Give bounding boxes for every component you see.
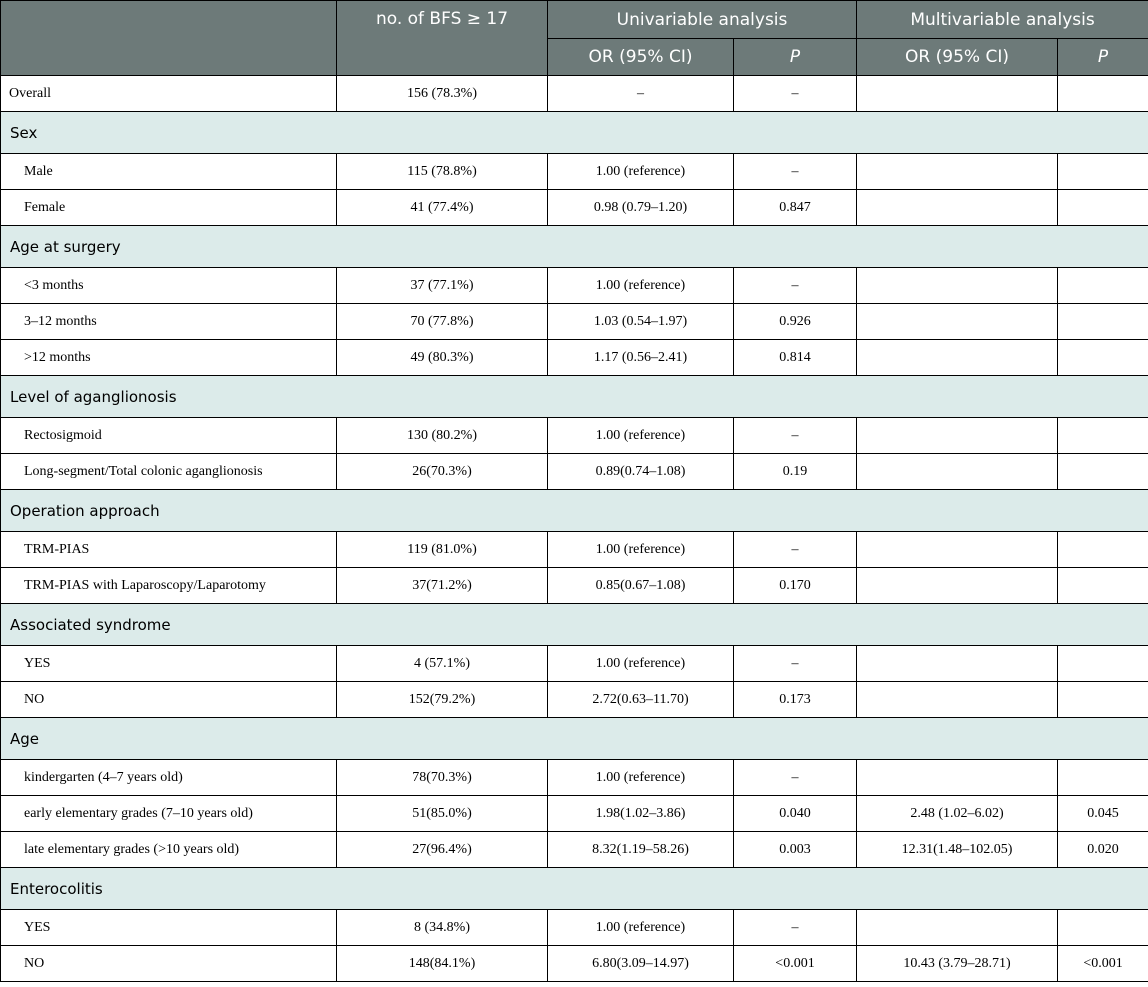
- multi-or-cell: [857, 418, 1058, 454]
- row-label: late elementary grades (>10 years old): [1, 832, 337, 868]
- bfs-count-cell: 49 (80.3%): [337, 340, 548, 376]
- multi-or-cell: [857, 154, 1058, 190]
- multi-p-cell: <0.001: [1058, 946, 1148, 982]
- uni-or-cell: 1.00 (reference): [548, 268, 734, 304]
- row-label: <3 months: [1, 268, 337, 304]
- section-title: Enterocolitis: [1, 868, 1148, 910]
- bfs-count-cell: 115 (78.8%): [337, 154, 548, 190]
- table-row: [1, 268, 1148, 304]
- table-row: [1, 946, 1148, 982]
- multi-p-cell: [1058, 568, 1148, 604]
- uni-or-cell: 1.00 (reference): [548, 646, 734, 682]
- table-row: [1, 532, 1148, 568]
- bfs-count-cell: 152(79.2%): [337, 682, 548, 718]
- table-row: [1, 340, 1148, 376]
- header-multivariable-analysis: Multivariable analysis: [857, 1, 1148, 39]
- section-title: Sex: [1, 112, 1148, 154]
- header-multi-or: OR (95% CI): [857, 39, 1058, 76]
- uni-or-cell: 1.00 (reference): [548, 154, 734, 190]
- row-label: early elementary grades (7–10 years old): [1, 796, 337, 832]
- uni-p-cell: 0.040: [734, 796, 857, 832]
- uni-or-cell: 2.72(0.63–11.70): [548, 682, 734, 718]
- multi-p-cell: [1058, 646, 1148, 682]
- uni-p-cell: 0.173: [734, 682, 857, 718]
- bfs-count-cell: 37(71.2%): [337, 568, 548, 604]
- multi-or-cell: [857, 760, 1058, 796]
- multi-or-cell: [857, 304, 1058, 340]
- header-variable-cell: [1, 1, 337, 76]
- row-label: Long-segment/Total colonic aganglionosis: [1, 454, 337, 490]
- uni-or-cell: 0.89(0.74–1.08): [548, 454, 734, 490]
- uni-p-cell: –: [734, 76, 857, 112]
- uni-or-cell: 1.00 (reference): [548, 760, 734, 796]
- multi-p-cell: 0.045: [1058, 796, 1148, 832]
- multi-or-cell: [857, 268, 1058, 304]
- uni-or-cell: –: [548, 76, 734, 112]
- multi-or-cell: [857, 910, 1058, 946]
- uni-p-cell: 0.19: [734, 454, 857, 490]
- row-label: YES: [1, 646, 337, 682]
- section-title: Age at surgery: [1, 226, 1148, 268]
- multi-or-cell: [857, 532, 1058, 568]
- bfs-count-cell: 27(96.4%): [337, 832, 548, 868]
- uni-p-cell: –: [734, 760, 857, 796]
- table-row: [1, 568, 1148, 604]
- multi-or-cell: [857, 340, 1058, 376]
- table-row: [1, 760, 1148, 796]
- header-univariable-analysis: Univariable analysis: [548, 1, 857, 39]
- table-body: [1, 76, 1148, 982]
- section-row: [1, 376, 1148, 418]
- section-row: [1, 718, 1148, 760]
- uni-p-cell: –: [734, 154, 857, 190]
- multi-or-cell: [857, 568, 1058, 604]
- uni-or-cell: 6.80(3.09–14.97): [548, 946, 734, 982]
- uni-p-cell: –: [734, 910, 857, 946]
- row-label: Overall: [1, 76, 337, 112]
- row-label: NO: [1, 682, 337, 718]
- multi-or-cell: [857, 454, 1058, 490]
- multi-p-cell: [1058, 418, 1148, 454]
- uni-p-cell: 0.003: [734, 832, 857, 868]
- row-label: Rectosigmoid: [1, 418, 337, 454]
- table-row: [1, 418, 1148, 454]
- row-label: >12 months: [1, 340, 337, 376]
- multi-or-cell: 10.43 (3.79–28.71): [857, 946, 1058, 982]
- row-label: 3–12 months: [1, 304, 337, 340]
- table-row: [1, 454, 1148, 490]
- bfs-count-cell: 130 (80.2%): [337, 418, 548, 454]
- multi-p-cell: [1058, 154, 1148, 190]
- multi-or-cell: [857, 190, 1058, 226]
- section-title: Level of aganglionosis: [1, 376, 1148, 418]
- section-row: [1, 226, 1148, 268]
- multi-p-cell: [1058, 268, 1148, 304]
- bfs-count-cell: 156 (78.3%): [337, 76, 548, 112]
- uni-p-cell: 0.814: [734, 340, 857, 376]
- bfs-count-cell: 78(70.3%): [337, 760, 548, 796]
- multi-or-cell: [857, 682, 1058, 718]
- row-label: Male: [1, 154, 337, 190]
- bfs-count-cell: 37 (77.1%): [337, 268, 548, 304]
- bfs-count-cell: 148(84.1%): [337, 946, 548, 982]
- multi-p-cell: [1058, 454, 1148, 490]
- uni-or-cell: 1.17 (0.56–2.41): [548, 340, 734, 376]
- table-row: [1, 646, 1148, 682]
- uni-or-cell: 0.85(0.67–1.08): [548, 568, 734, 604]
- uni-or-cell: 1.00 (reference): [548, 418, 734, 454]
- uni-p-cell: –: [734, 532, 857, 568]
- row-label: TRM-PIAS with Laparoscopy/Laparotomy: [1, 568, 337, 604]
- uni-or-cell: 1.98(1.02–3.86): [548, 796, 734, 832]
- header-uni-or: OR (95% CI): [548, 39, 734, 76]
- bfs-count-cell: 4 (57.1%): [337, 646, 548, 682]
- uni-p-cell: 0.926: [734, 304, 857, 340]
- uni-p-cell: 0.170: [734, 568, 857, 604]
- section-row: [1, 490, 1148, 532]
- uni-p-cell: <0.001: [734, 946, 857, 982]
- multi-p-cell: 0.020: [1058, 832, 1148, 868]
- multi-p-cell: [1058, 532, 1148, 568]
- uni-p-cell: –: [734, 646, 857, 682]
- table-row: [1, 76, 1148, 112]
- table-row: [1, 832, 1148, 868]
- row-label: NO: [1, 946, 337, 982]
- table-row: [1, 682, 1148, 718]
- row-label: kindergarten (4–7 years old): [1, 760, 337, 796]
- bfs-count-cell: 8 (34.8%): [337, 910, 548, 946]
- section-row: [1, 604, 1148, 646]
- header-bfs-count: no. of BFS ≥ 17: [337, 1, 548, 76]
- row-label: TRM-PIAS: [1, 532, 337, 568]
- header-multi-p: P: [1058, 39, 1148, 76]
- uni-or-cell: 1.00 (reference): [548, 910, 734, 946]
- section-title: Associated syndrome: [1, 604, 1148, 646]
- bfs-count-cell: 70 (77.8%): [337, 304, 548, 340]
- multi-or-cell: 12.31(1.48–102.05): [857, 832, 1058, 868]
- table-row: [1, 910, 1148, 946]
- bfs-count-cell: 41 (77.4%): [337, 190, 548, 226]
- header-uni-p: P: [734, 39, 857, 76]
- table-row: [1, 304, 1148, 340]
- table-row: [1, 796, 1148, 832]
- table-row: [1, 154, 1148, 190]
- table-header: [1, 1, 1148, 76]
- multi-or-cell: [857, 646, 1058, 682]
- multi-or-cell: [857, 76, 1058, 112]
- uni-p-cell: –: [734, 418, 857, 454]
- multi-p-cell: [1058, 304, 1148, 340]
- table-row: [1, 190, 1148, 226]
- row-label: Female: [1, 190, 337, 226]
- uni-or-cell: 8.32(1.19–58.26): [548, 832, 734, 868]
- multi-p-cell: [1058, 910, 1148, 946]
- multi-p-cell: [1058, 682, 1148, 718]
- multi-p-cell: [1058, 190, 1148, 226]
- section-row: [1, 112, 1148, 154]
- uni-p-cell: 0.847: [734, 190, 857, 226]
- uni-or-cell: 1.00 (reference): [548, 532, 734, 568]
- bfs-count-cell: 26(70.3%): [337, 454, 548, 490]
- multi-or-cell: 2.48 (1.02–6.02): [857, 796, 1058, 832]
- row-label: YES: [1, 910, 337, 946]
- section-title: Age: [1, 718, 1148, 760]
- multi-p-cell: [1058, 340, 1148, 376]
- multi-p-cell: [1058, 76, 1148, 112]
- uni-or-cell: 0.98 (0.79–1.20): [548, 190, 734, 226]
- section-title: Operation approach: [1, 490, 1148, 532]
- section-row: [1, 868, 1148, 910]
- uni-p-cell: –: [734, 268, 857, 304]
- uni-or-cell: 1.03 (0.54–1.97): [548, 304, 734, 340]
- bfs-count-cell: 119 (81.0%): [337, 532, 548, 568]
- bfs-count-cell: 51(85.0%): [337, 796, 548, 832]
- multi-p-cell: [1058, 760, 1148, 796]
